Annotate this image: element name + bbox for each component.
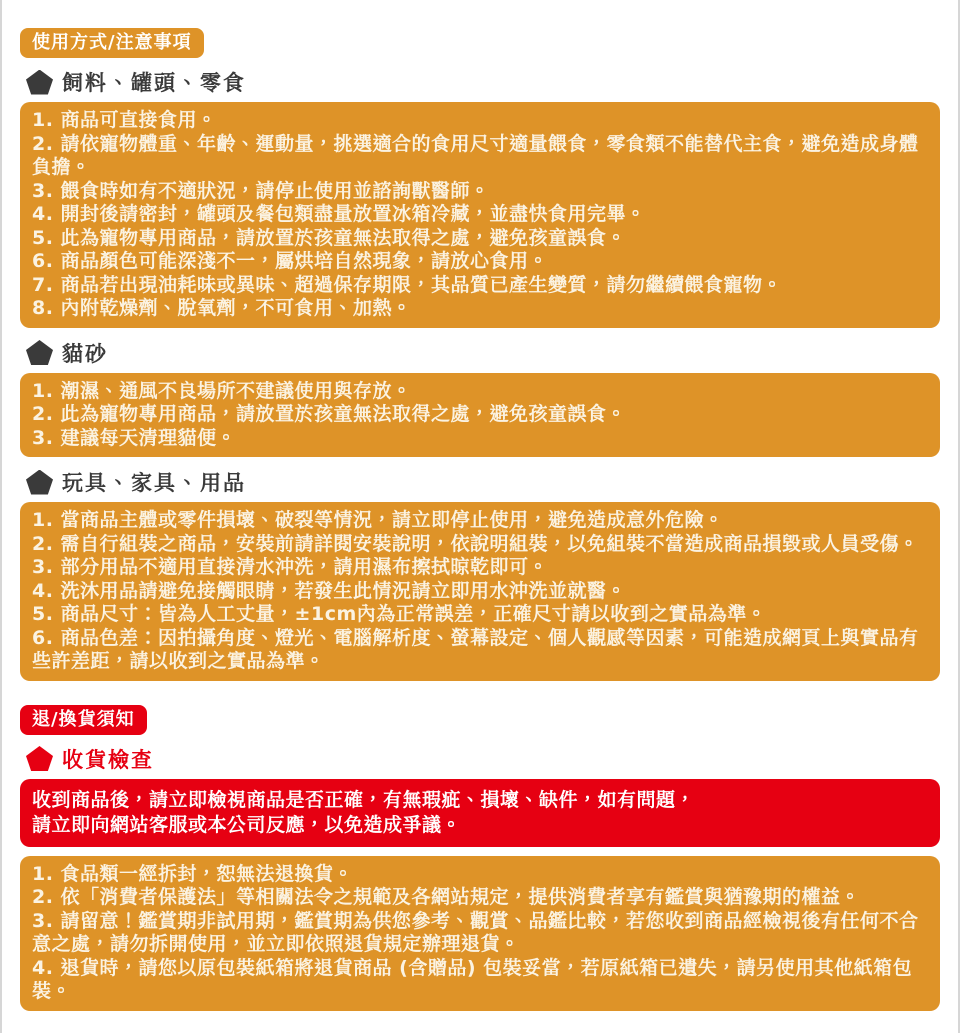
section-title: 玩具、家具、用品 bbox=[62, 471, 246, 495]
inspection-notice-box bbox=[20, 779, 940, 847]
section-title: 收貨檢查 bbox=[62, 747, 154, 772]
list-item: 5. 此為寵物專用商品，請放置於孩童無法取得之處，避免孩童誤食。 bbox=[32, 226, 627, 249]
list-item: 2. 需自行組裝之商品，安裝前請詳閱安裝說明，依說明組裝，以免組裝不當造成商品損毀或人員受傷。 bbox=[32, 532, 919, 555]
returns-policy-box bbox=[20, 856, 940, 1011]
list-item: 4. 洗沐用品請避免接觸眼睛，若發生此情況請立即用水沖洗並就醫。 bbox=[32, 579, 627, 602]
returns-section-badge: 退/換貨須知 bbox=[20, 705, 147, 735]
list-item: 3. 部分用品不適用直接清水沖洗，請用濕布擦拭晾乾即可。 bbox=[32, 556, 549, 578]
section-title: 貓砂 bbox=[62, 341, 108, 366]
list-item: 6. 商品色差：因拍攝角度、燈光、電腦解析度、螢幕設定、個人觀感等因素，可能造成網頁上與實品有些許差距，請以收到之實品為準。 bbox=[32, 626, 919, 672]
section-header-inspection bbox=[26, 744, 940, 774]
usage-box-litter bbox=[20, 373, 940, 458]
usage-box-feed bbox=[20, 102, 940, 328]
section-header-toys bbox=[26, 467, 940, 497]
section-header-feed bbox=[26, 67, 940, 97]
list-item: 2. 依「消費者保護法」等相關法令之規範及各網站規定，提供消費者享有鑑賞與猶豫期的權益。 bbox=[32, 886, 861, 908]
usage-section-badge: 使用方式/注意事項 bbox=[20, 28, 204, 58]
pentagon-bullet-icon bbox=[26, 70, 53, 95]
list-item: 8. 內附乾燥劑、脫氧劑，不可食用、加熱。 bbox=[32, 297, 412, 319]
list-item: 1. 食品類一經拆封，恕無法退換貨。 bbox=[32, 862, 354, 885]
list-item: 1. 當商品主體或零件損壞、破裂等情況，請立即停止使用，避免造成意外危險。 bbox=[32, 509, 724, 531]
list-item: 4. 退貨時，請您以原包裝紙箱將退貨商品 (含贈品) 包裝妥當，若原紙箱已遺失，請另使用其他紙箱包裝。 bbox=[32, 956, 913, 1002]
list-item: 2. 請依寵物體重、年齡、運動量，挑選適合的食用尺寸適量餵食，零食類不能替代主食，避免造成身體負擔。 bbox=[32, 132, 919, 178]
list-item: 2. 此為寵物專用商品，請放置於孩童無法取得之處，避免孩童誤食。 bbox=[32, 403, 627, 425]
section-title: 飼料、罐頭、零食 bbox=[62, 71, 246, 95]
list-item: 4. 開封後請密封，罐頭及餐包類盡量放置冰箱冷藏，並盡快食用完畢。 bbox=[32, 203, 646, 225]
list-item: 7. 商品若出現油耗味或異味、超過保存期限，其品質已產生變質，請勿繼續餵食寵物。 bbox=[32, 273, 783, 296]
list-item: 1. 潮濕、通風不良場所不建議使用與存放。 bbox=[32, 379, 412, 402]
section-header-litter bbox=[26, 338, 940, 368]
pentagon-bullet-icon bbox=[26, 746, 53, 771]
list-item: 6. 商品顏色可能深淺不一，屬烘培自然現象，請放心食用。 bbox=[32, 250, 549, 272]
pentagon-bullet-icon bbox=[26, 470, 53, 495]
list-item: 1. 商品可直接食用。 bbox=[32, 109, 217, 131]
pentagon-bullet-icon bbox=[26, 340, 53, 365]
list-item: 3. 餵食時如有不適狀況，請停止使用並諮詢獸醫師。 bbox=[32, 179, 490, 202]
usage-box-toys bbox=[20, 502, 940, 681]
notice-line: 請立即向網站客服或本公司反應，以免造成爭議。 bbox=[32, 813, 462, 836]
list-item: 5. 商品尺寸：皆為人工丈量，±1cm內為正常誤差，正確尺寸請以收到之實品為準。 bbox=[32, 603, 767, 625]
notice-line: 收到商品後，請立即檢視商品是否正確，有無瑕疵、損壞、缺件，如有問題， bbox=[32, 788, 696, 811]
list-item: 3. 建議每天清理貓便。 bbox=[32, 426, 237, 449]
list-item: 3. 請留意！鑑賞期非試用期，鑑賞期為供您參考、觀賞、品鑑比較，若您收到商品經檢視後有任何不合意之處，請勿拆開使用，並立即依照退貨規定辦理退貨。 bbox=[32, 909, 919, 955]
